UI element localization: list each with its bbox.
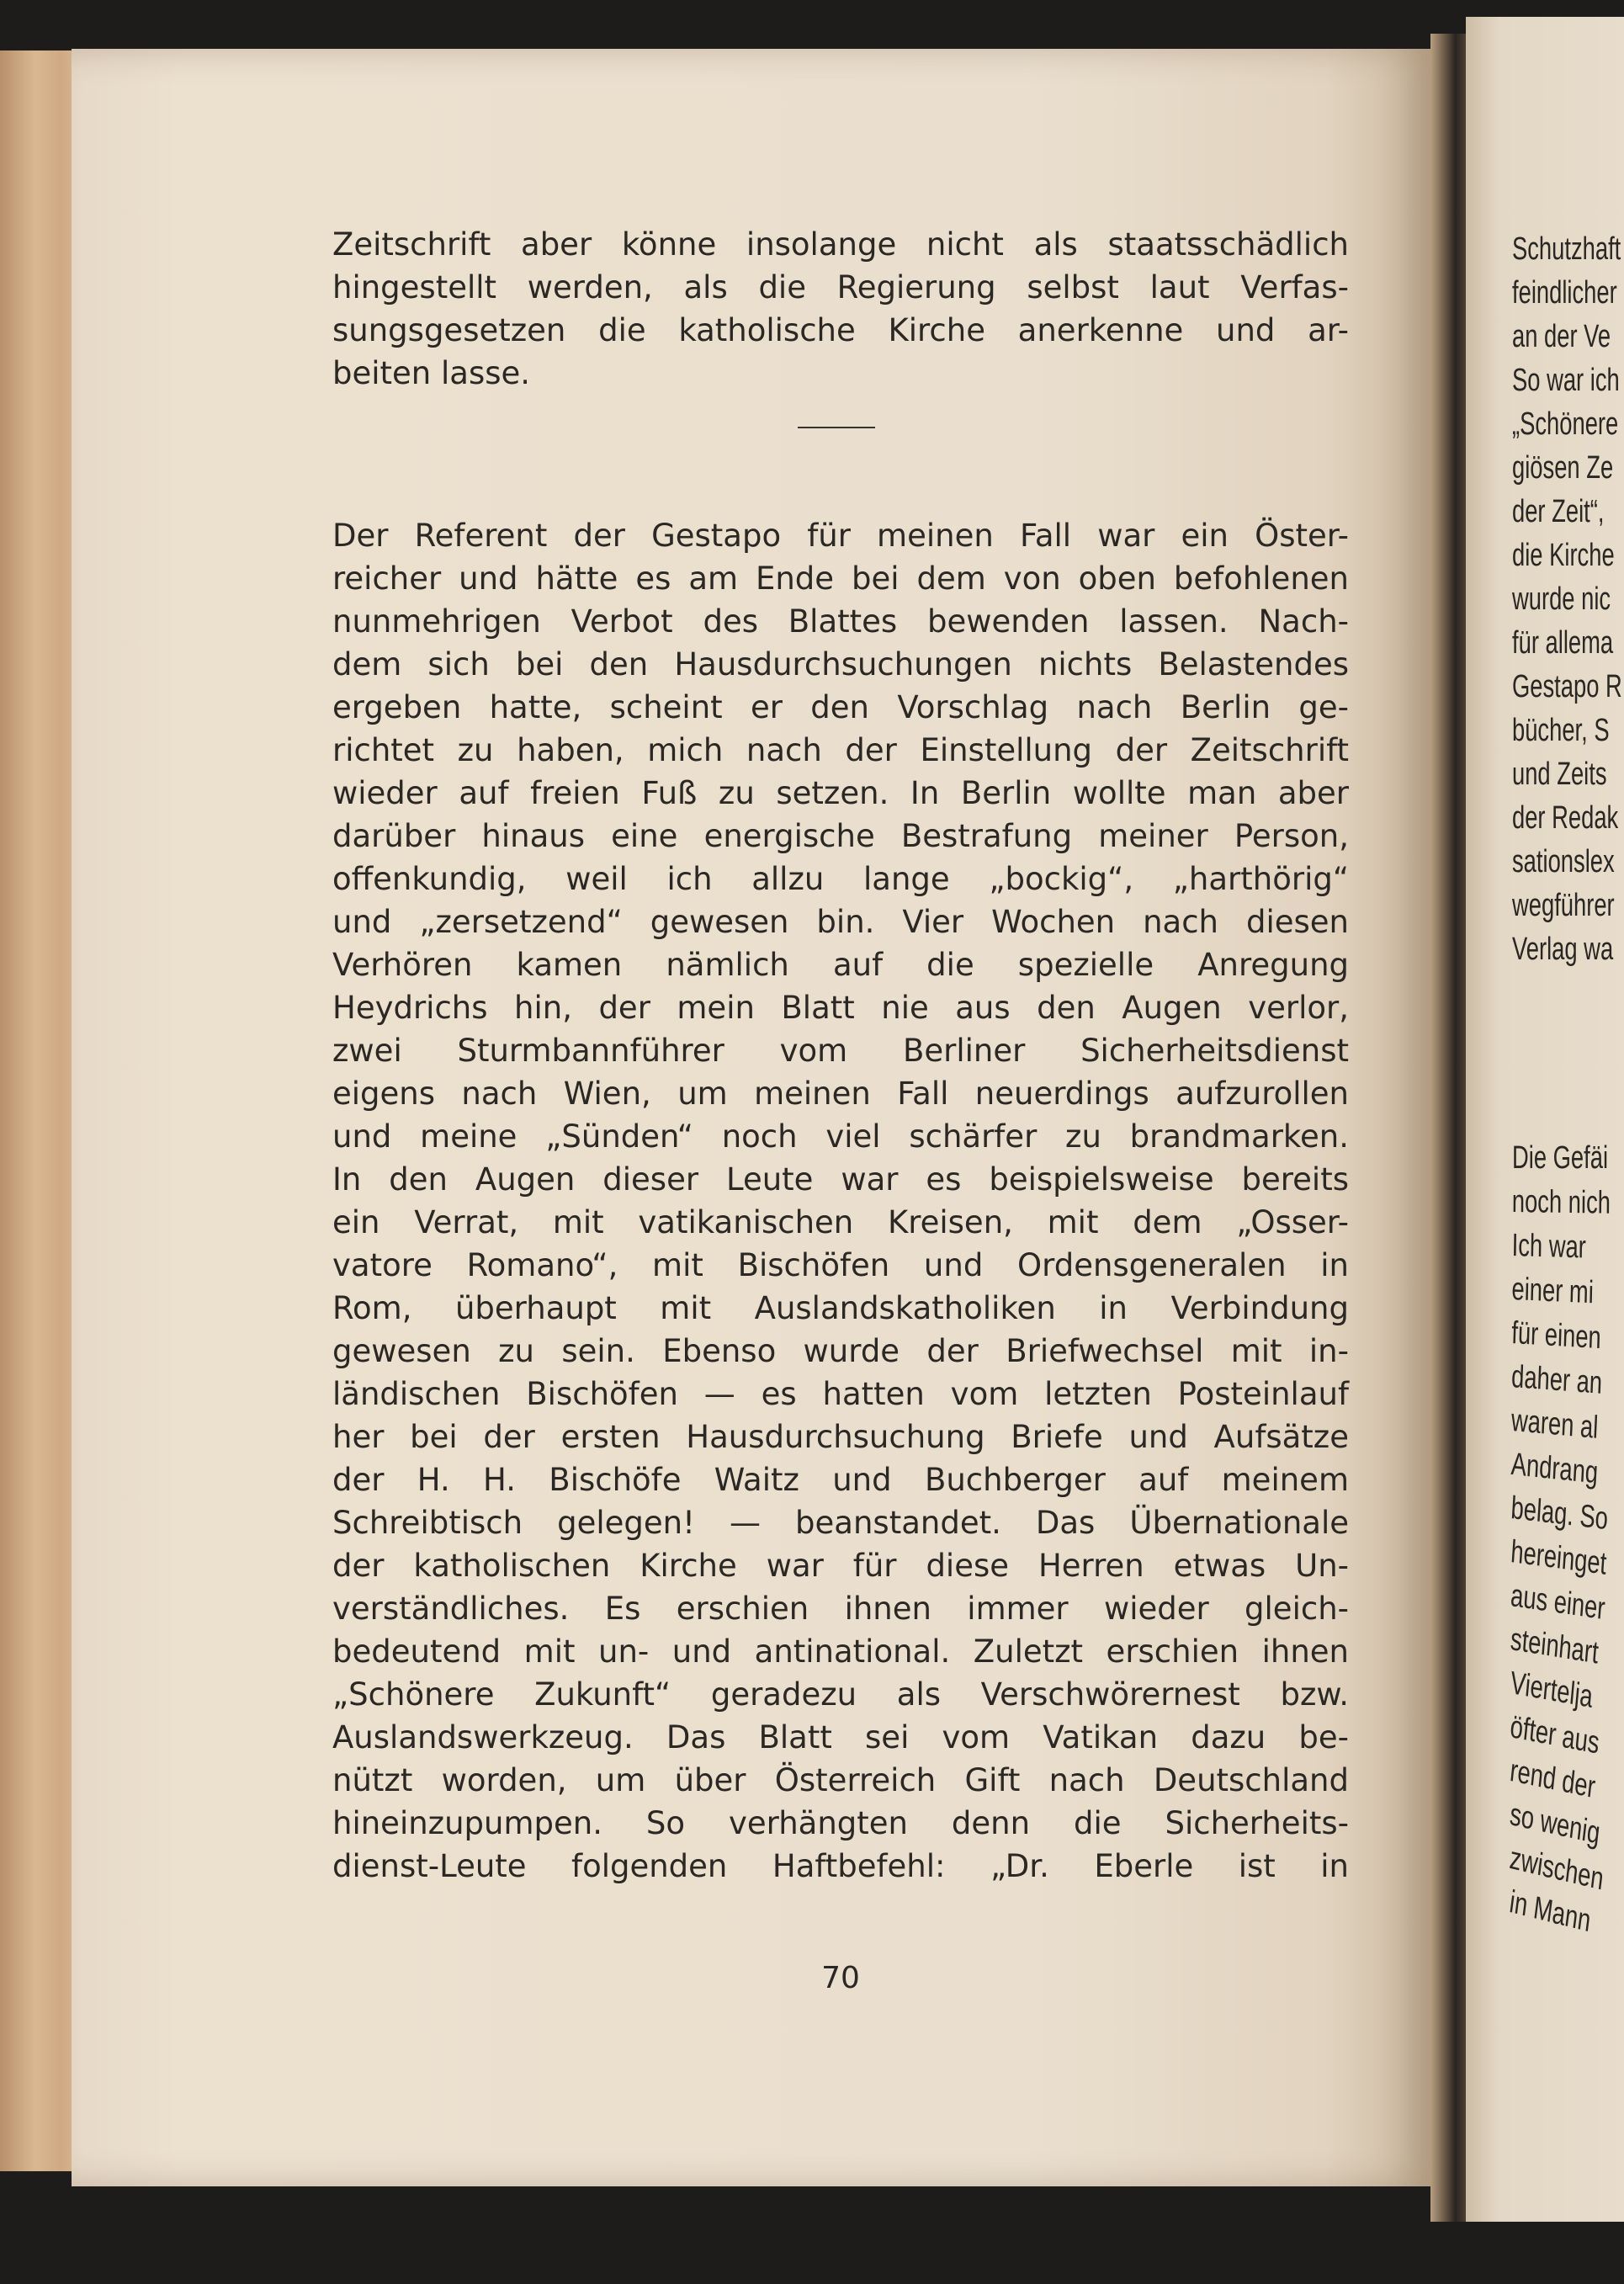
text-line: Der Referent der Gestapo für meinen Fall war ein Öster- bbox=[332, 518, 1349, 554]
right-page-line: wegführer bbox=[1512, 888, 1615, 923]
page-text bbox=[332, 223, 1349, 1995]
text-line: verständliches. Es erschien ihnen immer wieder gleich- bbox=[332, 1591, 1349, 1627]
text-line: darüber hinaus eine energische Bestrafung meiner Person, bbox=[332, 818, 1349, 854]
text-line: ergeben hatte, scheint er den Vorschlag nach Berlin ge- bbox=[332, 689, 1349, 725]
right-page-line: Viertelja bbox=[1509, 1665, 1595, 1715]
book-gutter bbox=[1430, 34, 1466, 2222]
right-page-line: öfter aus bbox=[1508, 1709, 1601, 1761]
text-line: bedeutend mit un- und antinational. Zuletzt erschien ihnen bbox=[332, 1633, 1349, 1670]
right-page-line: giösen Ze bbox=[1512, 450, 1614, 486]
right-page-line: für allema bbox=[1512, 625, 1614, 661]
text-line: In den Augen dieser Leute war es beispielsweise bereits bbox=[332, 1161, 1349, 1198]
text-line: Zeitschrift aber könne insolange nicht als staatsschädlich bbox=[332, 226, 1349, 263]
text-line: und „zersetzend“ gewesen bin. Vier Wochen nach diesen bbox=[332, 904, 1349, 940]
right-page-line: der Zeit“, bbox=[1512, 494, 1605, 529]
right-page-line: „Schönere bbox=[1512, 406, 1619, 442]
text-line: dem sich bei den Hausdurchsuchungen nichts Belastendes bbox=[332, 646, 1349, 683]
page-number: 70 bbox=[821, 1961, 860, 1995]
right-page-line: und Zeits bbox=[1512, 757, 1607, 792]
paragraph-2 bbox=[332, 514, 1349, 1888]
text-line: Heydrichs hin, der mein Blatt nie aus den Augen verlor, bbox=[332, 990, 1349, 1026]
text-line: eigens nach Wien, um meinen Fall neuerdings aufzurollen bbox=[332, 1076, 1349, 1112]
text-line: hineinzupumpen. So verhängten denn die Sicherheits- bbox=[332, 1805, 1349, 1841]
right-page-line: waren al bbox=[1510, 1403, 1600, 1446]
right-page-line: Verlag wa bbox=[1512, 932, 1614, 967]
right-page-line: daher an bbox=[1510, 1359, 1603, 1401]
text-line: reicher und hätte es am Ende bei dem von oben befohlenen bbox=[332, 560, 1349, 597]
section-divider bbox=[798, 427, 875, 428]
right-page-line: wurde nic bbox=[1512, 582, 1611, 617]
text-line: vatore Romano“, mit Bischöfen und Ordensgeneralen in bbox=[332, 1247, 1349, 1283]
right-page-line: zwischen bbox=[1507, 1840, 1605, 1898]
text-line: offenkundig, weil ich allzu lange „bockig“, „harthörig“ bbox=[332, 861, 1349, 897]
text-line: der H. H. Bischöfe Waitz und Buchberger auf meinem bbox=[332, 1462, 1349, 1498]
text-line: ländischen Bischöfen — es hatten vom letzten Posteinlauf bbox=[332, 1376, 1349, 1412]
right-page-line: noch nich bbox=[1511, 1184, 1611, 1221]
right-page-line: so wenig bbox=[1508, 1797, 1602, 1851]
right-page-line: bücher, S bbox=[1512, 713, 1610, 748]
right-page-line: Schutzhaft bbox=[1512, 231, 1621, 267]
text-line: her bei der ersten Hausdurchsuchung Briefe und Aufsätze bbox=[332, 1419, 1349, 1455]
right-page-line: Andrang bbox=[1510, 1447, 1600, 1491]
right-page-line: steinhart bbox=[1509, 1622, 1600, 1671]
text-line: hingestellt werden, als die Regierung selbst laut Verfas- bbox=[332, 269, 1349, 305]
right-page-line: an der Ve bbox=[1512, 319, 1611, 354]
right-page-line: aus einer bbox=[1509, 1578, 1606, 1628]
text-line: und meine „Sünden“ noch viel schärfer zu brandmarken. bbox=[332, 1118, 1349, 1155]
text-line: richtet zu haben, mich nach der Einstellung der Zeitschrift bbox=[332, 732, 1349, 768]
right-page-line: rend der bbox=[1508, 1753, 1597, 1806]
right-page-line: Die Gefäi bbox=[1512, 1140, 1609, 1176]
paragraph-1 bbox=[332, 223, 1349, 395]
right-page-line: belag. So bbox=[1510, 1490, 1610, 1538]
text-line: wieder auf freien Fuß zu setzen. In Berlin wollte man aber bbox=[332, 775, 1349, 811]
text-line: nunmehrigen Verbot des Blattes bewenden lassen. Nach- bbox=[332, 603, 1349, 640]
text-line: sungsgesetzen die katholische Kirche anerkenne und ar- bbox=[332, 312, 1349, 348]
text-line: der katholischen Kirche war für diese Herren etwas Un- bbox=[332, 1548, 1349, 1584]
right-page-line: die Kirche bbox=[1512, 538, 1615, 573]
text-line: zwei Sturmbannführer vom Berliner Sicherheitsdienst bbox=[332, 1033, 1349, 1069]
right-page bbox=[1466, 17, 1624, 2222]
text-line: beiten lasse. bbox=[332, 355, 531, 391]
text-line: Auslandswerkzeug. Das Blatt sei vom Vatikan dazu be- bbox=[332, 1719, 1349, 1755]
text-line: Schreibtisch gelegen! — beanstandet. Das Übernationale bbox=[332, 1505, 1349, 1541]
right-page-line: feindlicher bbox=[1512, 275, 1617, 311]
right-page-line: sationslex bbox=[1512, 844, 1615, 879]
text-line: ein Verrat, mit vatikanischen Kreisen, mit dem „Osser- bbox=[332, 1204, 1349, 1240]
left-page bbox=[72, 49, 1435, 2186]
right-page-line: Ich war bbox=[1511, 1228, 1587, 1266]
text-line: Verhören kamen nämlich auf die spezielle Anregung bbox=[332, 947, 1349, 983]
text-line: dienst-Leute folgenden Haftbefehl: „Dr. Eberle ist in bbox=[332, 1848, 1349, 1884]
right-page-line: der Redak bbox=[1512, 800, 1619, 836]
text-line: nützt worden, um über Österreich Gift nach Deutschland bbox=[332, 1762, 1349, 1798]
right-page-line: für einen bbox=[1510, 1315, 1602, 1357]
text-line: gewesen zu sein. Ebenso wurde der Briefwechsel mit in- bbox=[332, 1333, 1349, 1369]
text-line: „Schönere Zukunft“ geradezu als Verschwörernest bzw. bbox=[332, 1676, 1349, 1713]
right-page-line: einer mi bbox=[1511, 1272, 1595, 1311]
right-page-line: So war ich bbox=[1512, 363, 1620, 398]
right-page-line: in Mann bbox=[1507, 1884, 1593, 1940]
right-page-line: Gestapo R bbox=[1512, 669, 1622, 704]
text-line: Rom, überhaupt mit Auslandskatholiken in Verbindung bbox=[332, 1290, 1349, 1326]
right-page-line: hereinget bbox=[1510, 1534, 1608, 1582]
